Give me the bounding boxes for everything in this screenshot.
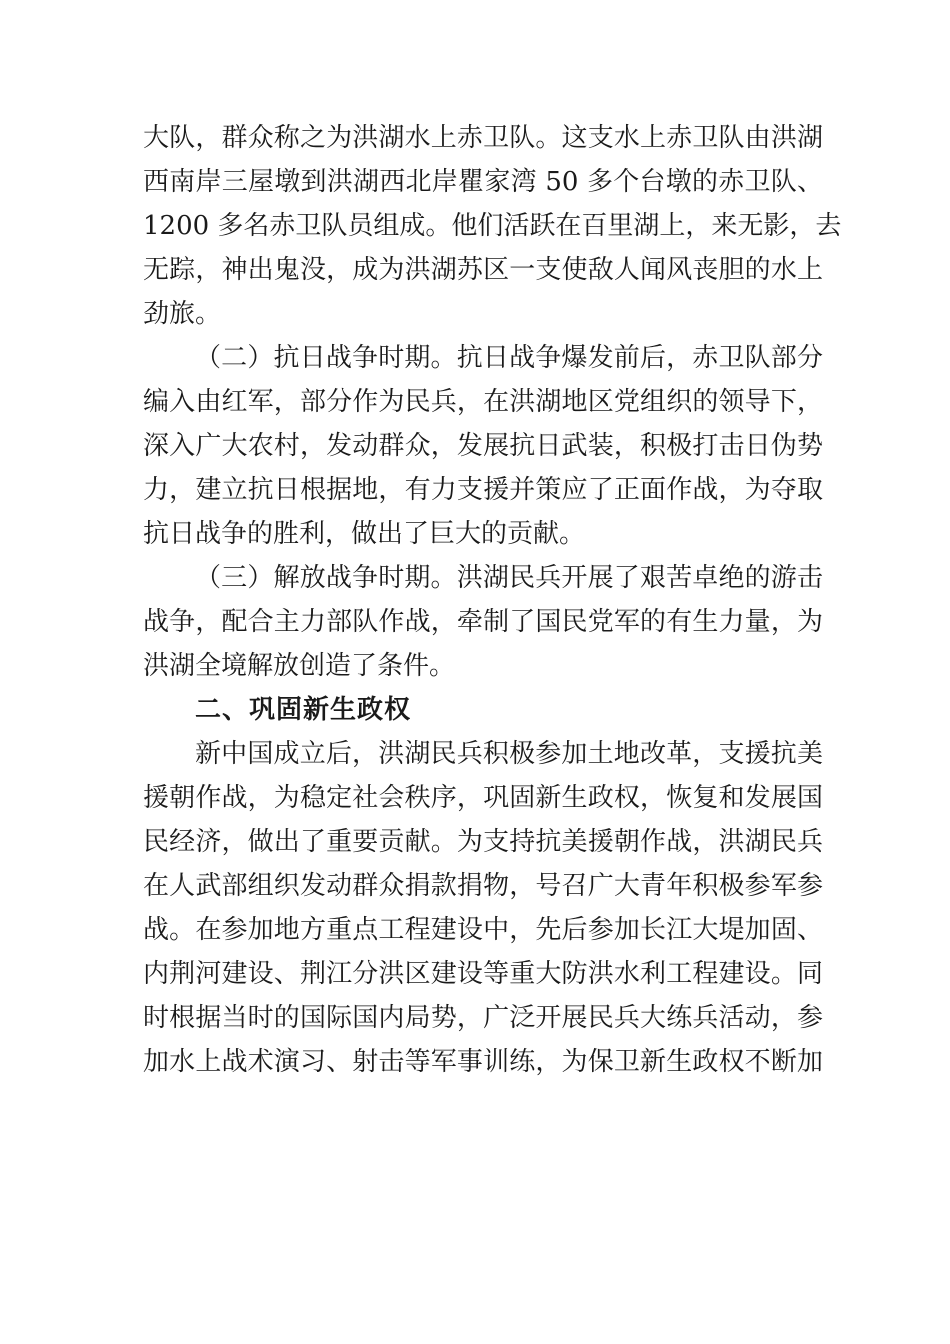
text-line: 无踪，神出鬼没，成为洪湖苏区一支使敌人闻风丧胆的水上 <box>143 255 823 285</box>
paragraph-1 <box>143 116 842 336</box>
document-body <box>143 116 842 1084</box>
text-line: 编入由红军，部分作为民兵，在洪湖地区党组织的领导下， <box>143 387 823 417</box>
text-line: 时根据当时的国际国内局势，广泛开展民兵大练兵活动，参 <box>143 1003 823 1033</box>
paragraph-4 <box>143 732 823 1084</box>
text-line: （二）抗日战争时期。抗日战争爆发前后，赤卫队部分 <box>195 343 823 373</box>
text-line: 内荆河建设、荆江分洪区建设等重大防洪水利工程建设。同 <box>143 959 823 989</box>
text-line: 力，建立抗日根据地，有力支援并策应了正面作战，为夺取 <box>143 475 823 505</box>
paragraph-2 <box>143 336 823 556</box>
text-line: 抗日战争的胜利，做出了巨大的贡献。 <box>143 519 586 549</box>
text-line: 新中国成立后，洪湖民兵积极参加土地改革，支援抗美 <box>195 739 823 769</box>
text-line: 1200 多名赤卫队员组成。他们活跃在百里湖上，来无影，去 <box>143 211 842 241</box>
text-line: 加水上战术演习、射击等军事训练，为保卫新生政权不断加 <box>143 1047 823 1077</box>
text-line: 大队，群众称之为洪湖水上赤卫队。这支水上赤卫队由洪湖 <box>143 123 823 153</box>
text-line: （三）解放战争时期。洪湖民兵开展了艰苦卓绝的游击 <box>195 563 823 593</box>
text-line: 西南岸三屋墩到洪湖西北岸瞿家湾 50 多个台墩的赤卫队、 <box>143 167 823 197</box>
paragraph-3 <box>143 556 823 688</box>
text-line: 洪湖全境解放创造了条件。 <box>143 651 456 681</box>
text-line: 劲旅。 <box>143 299 222 329</box>
section-heading: 二、巩固新生政权 <box>195 695 412 725</box>
text-line: 深入广大农村，发动群众，发展抗日武装，积极打击日伪势 <box>143 431 823 461</box>
text-line: 战争，配合主力部队作战，牵制了国民党军的有生力量，为 <box>143 607 823 637</box>
text-line: 战。在参加地方重点工程建设中，先后参加长江大堤加固、 <box>143 915 823 945</box>
text-line: 援朝作战，为稳定社会秩序，巩固新生政权，恢复和发展国 <box>143 783 823 813</box>
text-line: 在人武部组织发动群众捐款捐物，号召广大青年积极参军参 <box>143 871 823 901</box>
text-line: 民经济，做出了重要贡献。为支持抗美援朝作战，洪湖民兵 <box>143 827 823 857</box>
